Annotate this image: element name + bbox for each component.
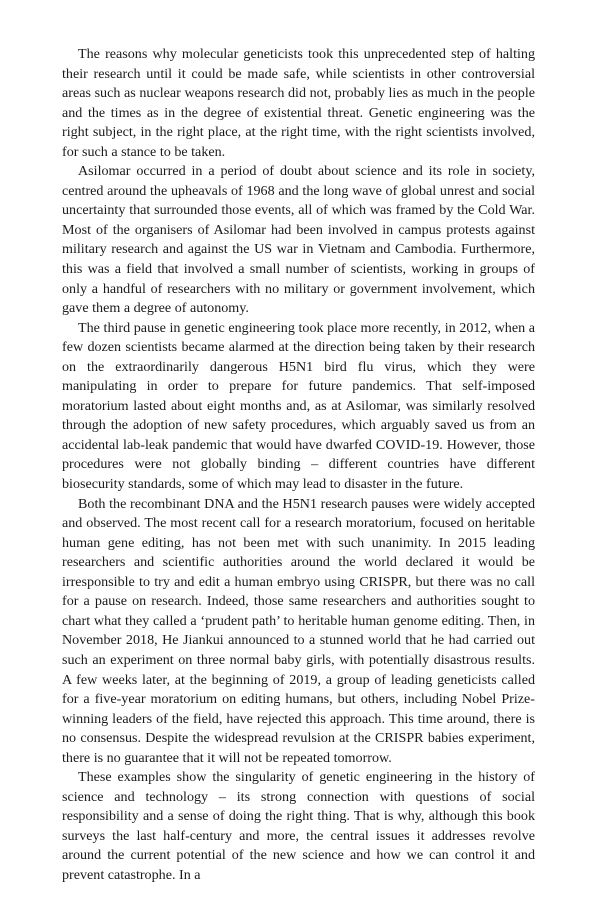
paragraph: These examples show the singularity of genetic engineering in the history of science and technology – its strong connection with questions of social responsibility and a sense of doing the right thing. That is why, although this book surveys the last half-century and more, the central issues it addresses revolve around the current potential of the new science and how we can control it and prevent catastrophe. In a bbox=[62, 769, 535, 883]
paragraph: Asilomar occurred in a period of doubt about science and its role in society, centred around the upheavals of 1968 and the long wave of global unrest and social uncertainty that surrounded those events, all of which was framed by the Cold War. Most of the organisers of Asilomar had been involved in campus protests against military research and against the US war in Vietnam and Cambodia. Furthermore, this was a field that involved a small number of scientists, working in groups of only a handful of researchers with no military or government involvement, which gave them a degree of autonomy. bbox=[62, 163, 535, 317]
paragraph: Both the recombinant DNA and the H5N1 research pauses were widely accepted and observed. The most recent call for a research moratorium, focused on heritable human gene editing, has not been met with such unanimity. In 2015 leading researchers and scientific authorities around the world declared it would be irresponsible to try and edit a human embryo using CRISPR, but there was no call for a pause on research. Indeed, those same researchers and authorities sought to chart what they called a ‘prudent path’ to heritable human genome editing. Then, in November 2018, He Jiankui announced to a stunned world that he had carried out such an experiment on three normal baby girls, with potentially disastrous results. A few weeks later, at the beginning of 2019, a group of leading geneticists called for a five-year moratorium on editing humans, but others, including Nobel Prize-winning leaders of the field, have rejected this approach. This time around, there is no consensus. Despite the widespread revulsion at the CRISPR babies experiment, there is no guarantee that it will not be repeated tomorrow. bbox=[62, 495, 535, 766]
paragraph: The third pause in genetic engineering took place more recently, in 2012, when a few dozen scientists became alarmed at the direction being taken by their research on the extraordinarily dangerous H5N1 bird flu virus, which they were manipulating in order to prepare for future pandemics. That self-imposed moratorium lasted about eight months and, as at Asilomar, was similarly resolved through the adoption of new safety procedures, which arguably saved us from an accidental lab-leak pandemic that would have dwarfed COVID-19. However, those procedures were not globally binding – different countries have different biosecurity standards, some of which may lead to disaster in the future. bbox=[62, 319, 535, 493]
paragraph: The reasons why molecular geneticists took this unprecedented step of halting their research until it could be made safe, while scientists in other controversial areas such as nuclear weapons research did not, probably lies as much in the people and the times as in the degree of existential threat. Genetic engineering was the right subject, in the right place, at the right time, with the right scientists involved, for such a stance to be taken. bbox=[62, 46, 535, 160]
body-text-column bbox=[62, 45, 535, 886]
